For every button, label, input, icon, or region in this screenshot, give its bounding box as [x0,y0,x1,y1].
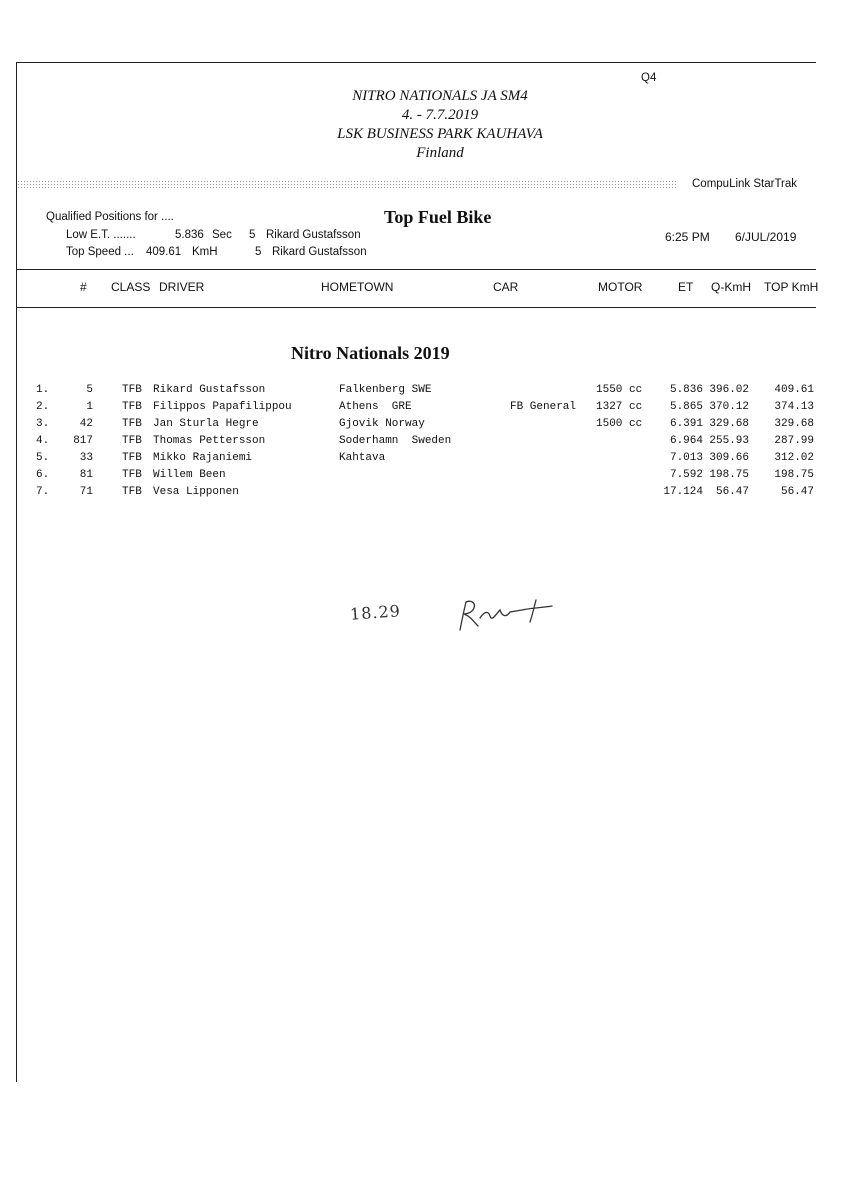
top-speed-value: 409.61 [146,246,182,258]
handwritten-time: 18.29 [349,601,402,624]
low-et-unit: Sec [212,229,232,241]
row-driver: Vesa Lipponen [153,486,239,498]
page-code: Q4 [641,72,657,84]
low-et-label: Low E.T. ....... [66,229,136,241]
header-bottom-rule [16,307,816,308]
row-top-kmh: 329.68 [774,418,814,430]
row-hometown: Gjovik Norway [339,418,425,430]
top-speed-num: 5 [255,246,262,258]
col-car: CAR [493,280,519,294]
row-position: 5. [36,452,50,464]
row-position: 4. [36,435,50,447]
low-et-value: 5.836 [175,229,204,241]
row-number: 42 [79,418,93,430]
row-number: 1 [86,401,93,413]
row-et: 7.592 [669,469,703,481]
category-title: Top Fuel Bike [384,207,492,227]
col-class: CLASS [111,280,151,294]
row-driver: Willem Been [153,469,226,481]
row-et: 6.391 [669,418,703,430]
row-class: TFB [122,418,142,430]
row-driver: Filippos Papafilippou [153,401,292,413]
row-class: TFB [122,469,142,481]
row-top-kmh: 198.75 [774,469,814,481]
qualified-label: Qualified Positions for .... [46,211,174,223]
row-class: TFB [122,486,142,498]
low-et-driver: Rikard Gustafsson [266,229,361,241]
section-title: Nitro Nationals 2019 [291,343,450,363]
row-number: 817 [73,435,93,447]
row-driver: Rikard Gustafsson [153,384,266,396]
col-q-kmh: Q-KmH [711,280,751,294]
event-name: NITRO NATIONALS JA SM4 [352,88,528,104]
top-speed-unit: KmH [192,246,218,258]
row-position: 7. [36,486,50,498]
row-top-kmh: 56.47 [780,486,814,498]
row-et: 6.964 [669,435,703,447]
row-top-kmh: 409.61 [774,384,814,396]
header-top-rule [16,269,816,270]
event-venue: LSK BUSINESS PARK KAUHAVA [337,126,543,142]
row-class: TFB [122,401,142,413]
col-motor: MOTOR [598,280,643,294]
row-et: 5.865 [669,401,703,413]
row-q-kmh: 255.93 [709,435,749,447]
row-number: 33 [79,452,93,464]
row-hometown: Kahtava [339,452,386,464]
row-motor: 1550 cc [596,384,643,396]
report-time: 6:25 PM [665,230,710,244]
row-class: TFB [122,435,142,447]
software-label: CompuLink StarTrak [692,178,798,190]
row-position: 2. [36,401,50,413]
signature-icon [450,596,560,636]
event-dates: 4. - 7.7.2019 [401,107,479,123]
row-number: 5 [86,384,93,396]
row-hometown: Soderhamn Sweden [339,435,452,447]
col-driver: DRIVER [159,280,205,294]
top-speed-driver: Rikard Gustafsson [272,246,367,258]
col-hometown: HOMETOWN [321,280,394,294]
row-q-kmh: 370.12 [709,401,749,413]
report-date: 6/JUL/2019 [735,230,797,244]
row-et: 17.124 [663,486,703,498]
row-motor: 1500 cc [596,418,643,430]
row-position: 6. [36,469,50,481]
row-position: 1. [36,384,50,396]
row-car: FB General [510,401,577,413]
row-motor: 1327 cc [596,401,643,413]
event-header [240,87,640,163]
row-driver: Jan Sturla Hegre [153,418,259,430]
row-number: 71 [79,486,93,498]
row-q-kmh: 396.02 [709,384,749,396]
col-num: # [80,280,87,294]
dotted-separator [17,180,677,189]
row-et: 7.013 [669,452,703,464]
row-position: 3. [36,418,50,430]
col-et: ET [678,280,694,294]
row-hometown: Athens GRE [339,401,412,413]
row-number: 81 [79,469,93,481]
row-driver: Mikko Rajaniemi [153,452,253,464]
row-et: 5.836 [669,384,703,396]
row-top-kmh: 374.13 [774,401,814,413]
row-driver: Thomas Pettersson [153,435,266,447]
row-top-kmh: 312.02 [774,452,814,464]
page-left-border [16,62,17,1082]
row-q-kmh: 329.68 [709,418,749,430]
row-class: TFB [122,452,142,464]
row-top-kmh: 287.99 [774,435,814,447]
row-hometown: Falkenberg SWE [339,384,432,396]
top-speed-label: Top Speed ... [66,246,134,258]
row-class: TFB [122,384,142,396]
event-country: Finland [416,145,464,161]
page-top-border [16,62,816,63]
col-top-kmh: TOP KmH [764,280,819,294]
row-q-kmh: 309.66 [709,452,749,464]
row-q-kmh: 56.47 [715,486,749,498]
row-q-kmh: 198.75 [709,469,749,481]
low-et-num: 5 [249,229,256,241]
